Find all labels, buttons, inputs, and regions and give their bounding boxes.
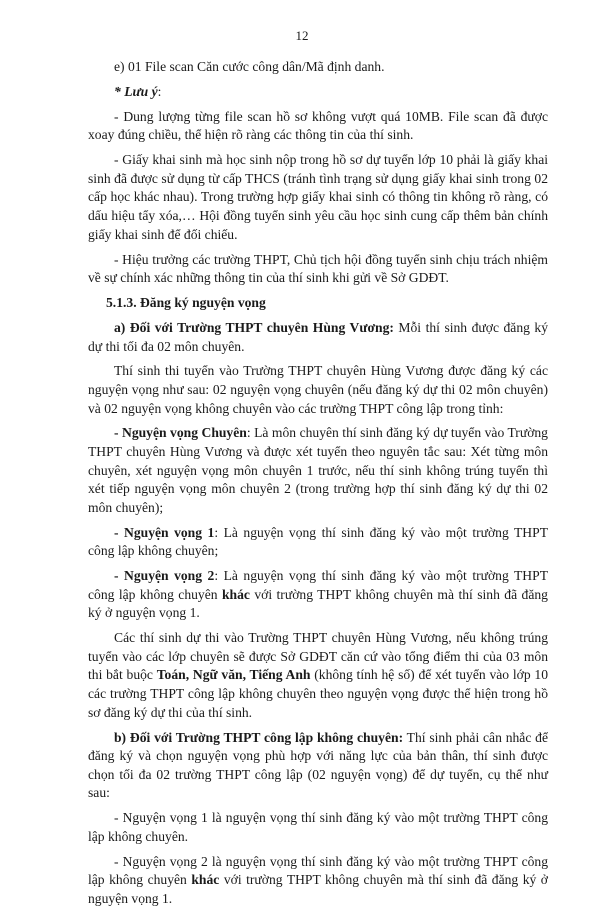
note-heading: [88, 83, 548, 102]
nv-2-text-b: với trường THPT không chuyên mà thí sinh đã đăng ký ở nguyện vọng 1.: [88, 586, 548, 621]
para-fail: [88, 629, 548, 722]
b-nv2-text-b: với trường THPT không chuyên mà thí sinh đã đăng ký ở nguyện vọng 1.: [88, 872, 548, 906]
page-number: 12: [295, 28, 309, 43]
nv-2-label: - Nguyện vọng 2: [114, 568, 215, 584]
section-heading-text: 5.1.3. Đăng ký nguyện vọng: [106, 295, 266, 311]
b-nv2-bold: khác: [191, 872, 220, 888]
para-intro: Thí sinh thi tuyển vào Trường THPT chuyên Hùng Vương được đăng ký các nguyện vọng như sau: 02 nguyện vọng chuyên (nếu đăng ký dự thi 02 môn chuyên) và 02 nguyện vọng không chuyên vào các trường THPT công lập trong tỉnh:: [88, 363, 548, 416]
nv-chuyen-label: - Nguyện vọng Chuyên: [114, 425, 247, 441]
nv-chuyen-text: : Là môn chuyên thí sinh đăng ký dự tuyển vào Trường THPT chuyên Hùng Vương và được xét tuyển theo nguyên tắc sau: Xét từng môn chuyên, xét nguyện vọng môn chuyên 1 trước, nếu thí sinh không trúng tuyển thì xét tiếp nguyện vọng môn chuyên 2 (trong trường hợp thí sinh đăng ký dự thi 02 môn chuyên);: [88, 425, 548, 515]
part-a: [88, 319, 548, 356]
nv-2-text-a: : Là nguyện vọng thí sinh đăng ký vào một trường THPT công lập không chuyên: [88, 568, 548, 602]
note-label: * Lưu ý: [114, 83, 158, 99]
note-1: - Dung lượng từng file scan hồ sơ không vượt quá 10MB. File scan đã được xoay đúng chiều, thể hiện rõ ràng các thông tin của thí sinh.: [88, 108, 548, 143]
b-nv2-text-a: - Nguyện vọng 2 là nguyện vọng thí sinh đăng ký vào một trường THPT công lập không chuyên: [88, 853, 548, 888]
nv-chuyen: [88, 424, 548, 517]
nv-2: [88, 567, 548, 623]
nv-1-text: : Là nguyện vọng thí sinh đăng ký vào một trường THPT công lập không chuyên;: [88, 524, 548, 559]
para-fail-text-a: Các thí sinh dự thi vào Trường THPT chuyên Hùng Vương, nếu không trúng tuyển vào các lớp chuyên sẽ được Sở GDĐT căn cứ vào tổng điểm thi của 03 môn thi bắt buộc: [88, 630, 548, 683]
para-fail-bold: Toán, Ngữ văn, Tiếng Anh: [156, 667, 311, 683]
note-colon: :: [157, 83, 162, 99]
part-b: [88, 729, 548, 803]
note-3: - Hiệu trưởng các trường THPT, Chủ tịch hội đồng tuyển sinh chịu trách nhiệm về sự chính xác những thông tin của thí sinh khi gửi về Sở GDĐT.: [88, 251, 548, 286]
item-e: e) 01 File scan Căn cước công dân/Mã định danh.: [114, 59, 385, 74]
nv-1: [88, 524, 548, 561]
part-b-label: b) Đối với Trường THPT công lập không chuyên:: [114, 729, 404, 745]
nv-1-label: - Nguyện vọng 1: [114, 524, 215, 540]
b-nv1: - Nguyện vọng 1 là nguyện vọng thí sinh đăng ký vào một trường THPT công lập không chuyên.: [88, 810, 548, 844]
part-a-label: a) Đối với Trường THPT chuyên Hùng Vương:: [114, 319, 394, 335]
nv-2-bold: khác: [221, 586, 250, 602]
page-body: [88, 58, 548, 915]
section-heading: [88, 294, 548, 313]
para-fail-text-b: (không tính hệ số) để xét tuyển vào lớp 10 các trường THPT công lập không chuyên theo nguyện vọng được thể hiện trong hồ sơ đăng ký dự thi của thí sinh.: [88, 667, 549, 720]
note-2: - Giấy khai sinh mà học sinh nộp trong hồ sơ dự tuyển lớp 10 phải là giấy khai sinh đã được sử dụng từ cấp THCS (tránh tình trạng sử dụng giấy khai sinh trong 02 cấp học khác nhau). Trong trường hợp giấy khai sinh có thông tin không rõ ràng, có dấu hiệu tẩy xóa,… Hội đồng tuyển sinh yêu cầu học sinh cung cấp thêm bản chính giấy khai sinh để đối chiếu.: [88, 152, 548, 242]
part-a-text: Mỗi thí sinh được đăng ký dự thi tối đa 02 môn chuyên.: [88, 319, 549, 354]
b-nv2: [88, 853, 548, 909]
part-b-text: Thí sinh phải cân nhắc để đăng ký và chọn nguyện vọng phù hợp với năng lực của bản thân, thí sinh được chọn tối đa 02 trường THPT công lập (02 nguyện vọng) để dự tuyển, cụ thể như sau:: [88, 729, 548, 801]
